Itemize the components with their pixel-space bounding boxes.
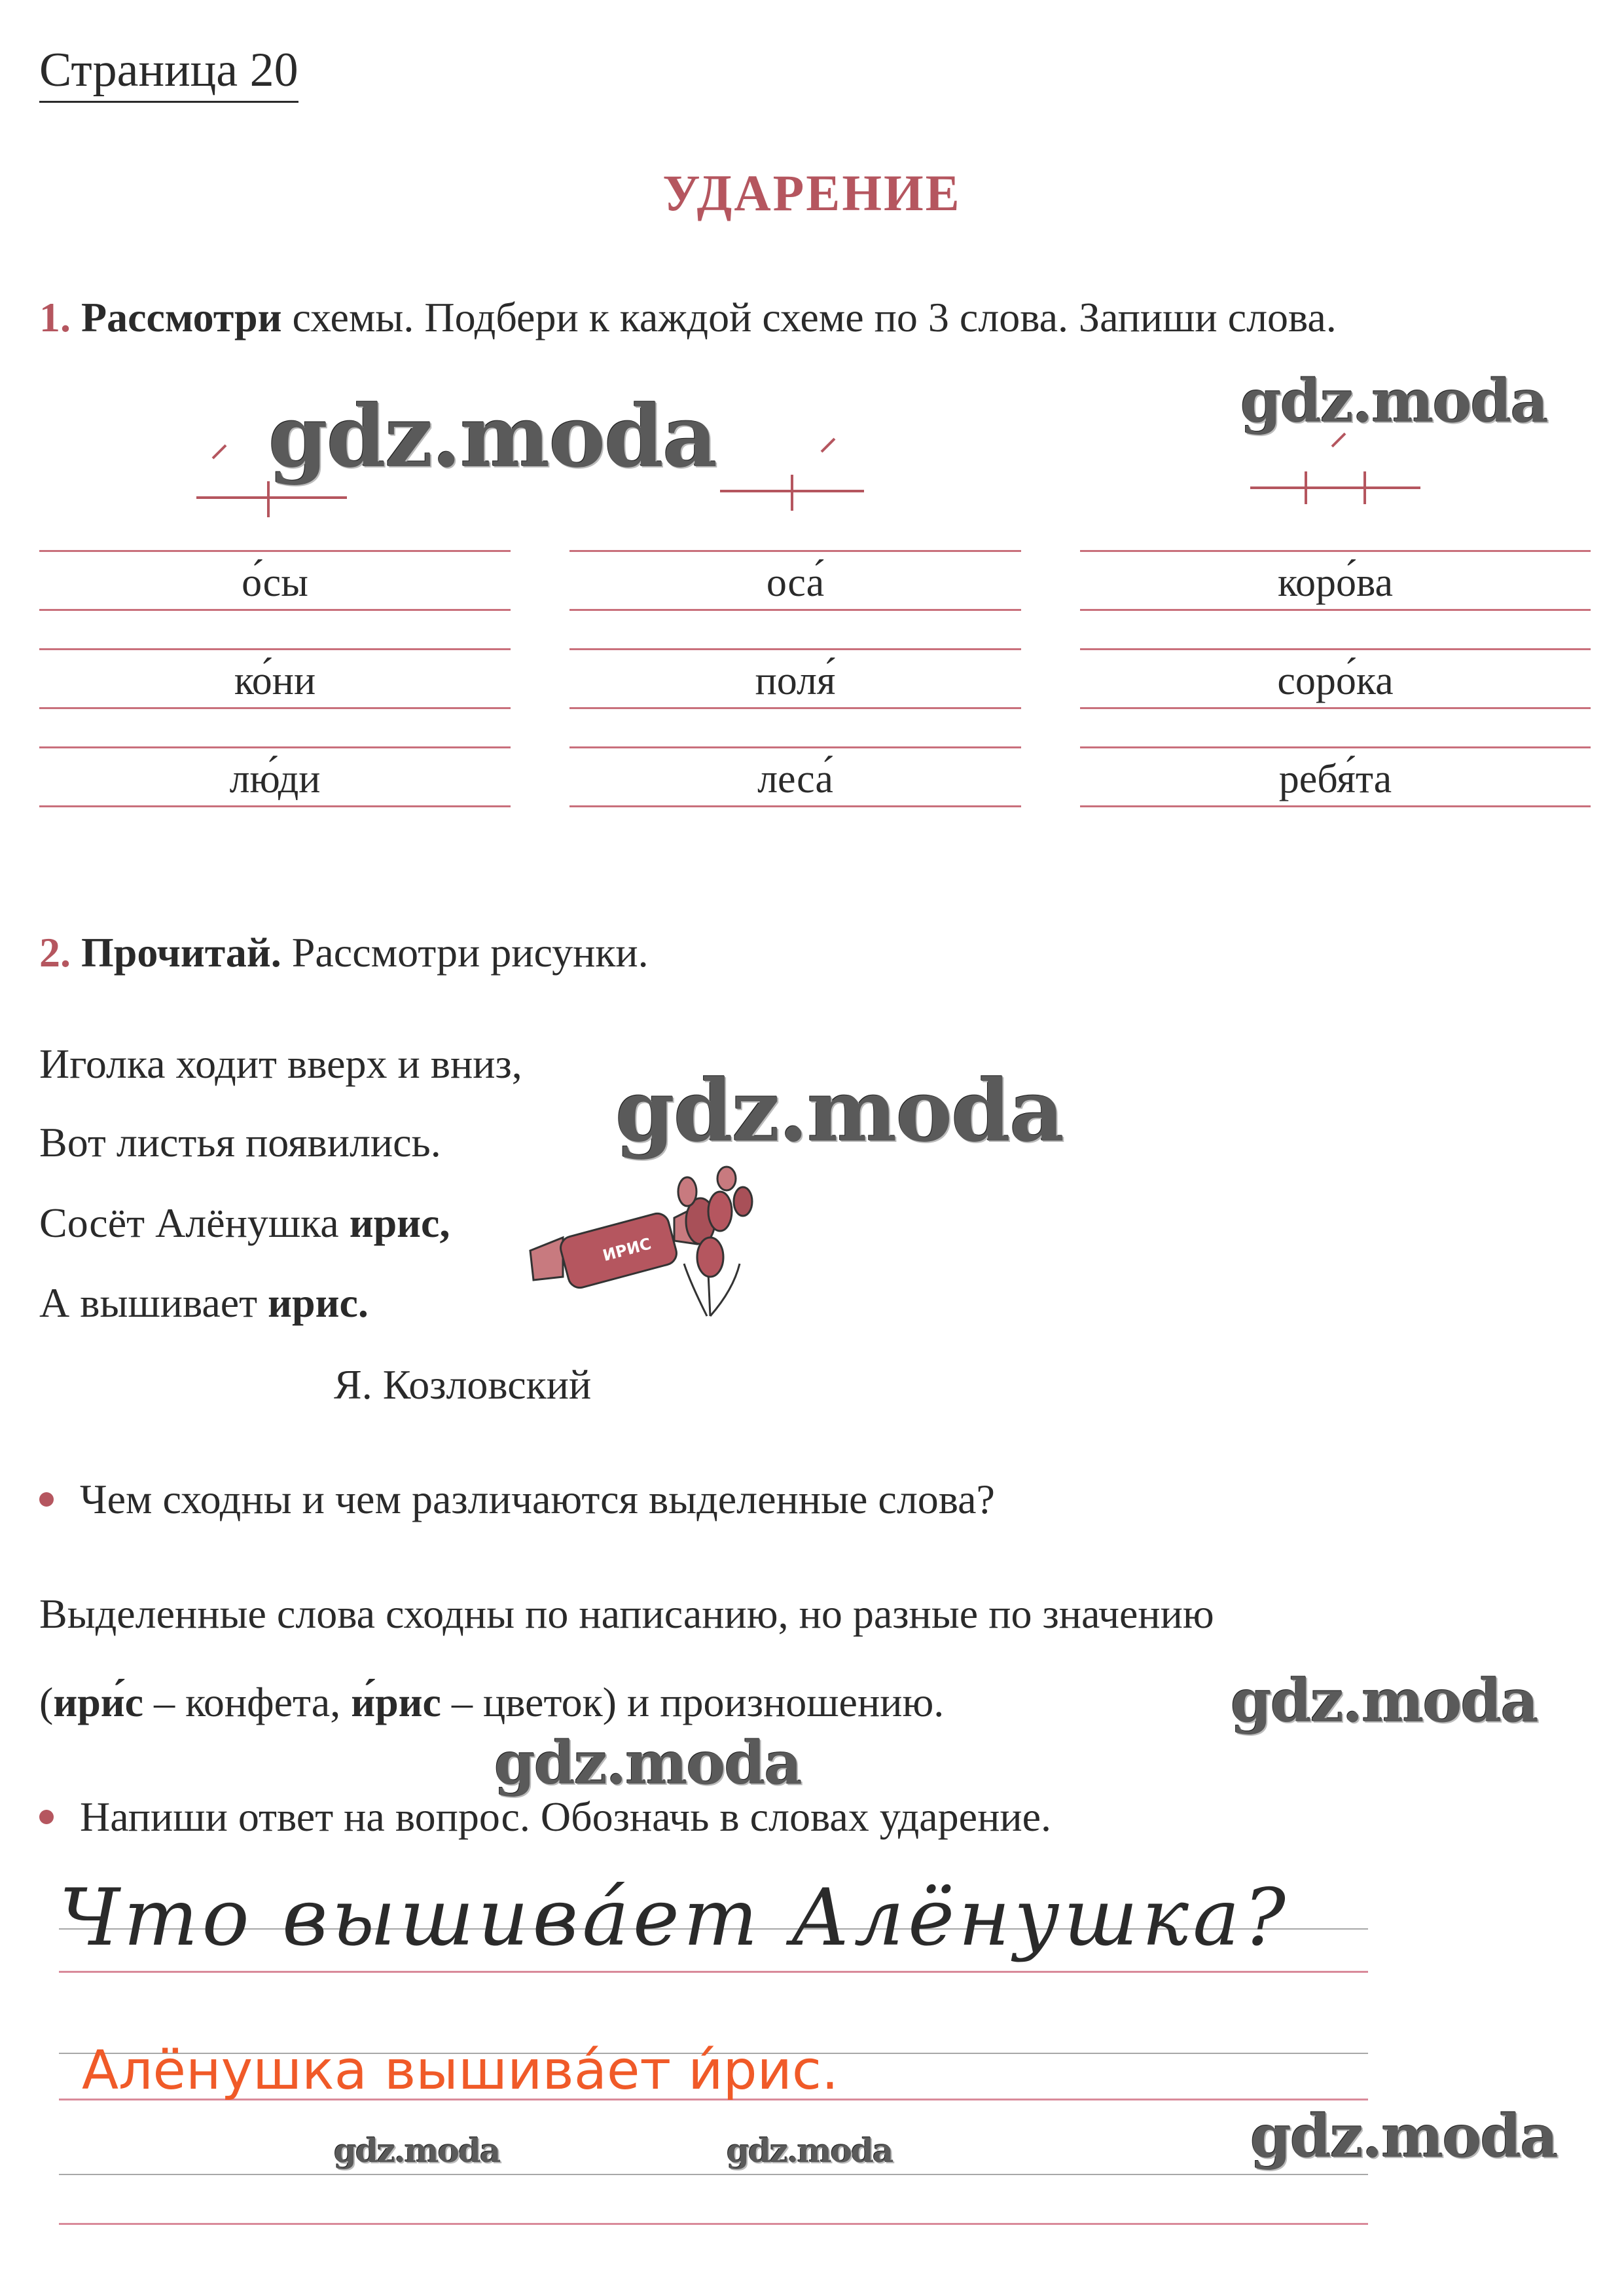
word-2-1: оса́: [766, 560, 825, 605]
watermark: gdz.moda: [1231, 1666, 1538, 1736]
watermark: gdz.moda: [494, 1729, 801, 1798]
candy-iris-illustration: [524, 1165, 799, 1323]
watermark: gdz.moda: [1250, 2102, 1557, 2171]
page-title: УДАРЕНИЕ: [662, 164, 962, 221]
page-number: Страница 20: [39, 41, 298, 103]
scheme-3: [1250, 433, 1420, 504]
word-2-3: леса́: [757, 757, 833, 801]
word-3-1: коро́ва: [1278, 560, 1393, 605]
word-3-2: соро́ка: [1277, 659, 1394, 703]
word-1-1: о́сы: [242, 560, 308, 605]
watermark: gdz.moda: [268, 386, 717, 486]
task-1-verb: Рассмотри: [81, 294, 282, 340]
poem-line-2: Вот листья появились.: [39, 1119, 441, 1165]
task-1-text: схемы. Подбери к каждой схеме по 3 слова. Запиши слова.: [281, 294, 1337, 340]
candy-label: ИРИС: [600, 1234, 653, 1265]
question-1: Чем сходны и чем различаются выделенные слова?: [39, 1473, 995, 1526]
poem-line-3: Сосёт Алёнушка ирис,: [39, 1200, 450, 1246]
bullet-icon: [39, 1492, 54, 1507]
task-2-verb: Прочитай.: [81, 929, 281, 976]
word-1-2: ко́ни: [234, 659, 316, 703]
word-1-3: лю́ди: [229, 757, 321, 801]
poem-author: Я. Козловский: [334, 1361, 592, 1408]
word-2-2: поля́: [755, 659, 836, 703]
bullet-icon: [39, 1810, 54, 1824]
poem-line-4: А вышивает ирис.: [39, 1279, 369, 1326]
watermark: gdz.moda: [334, 2131, 500, 2170]
handwritten-question: Что вышива́ет Алёнушка?: [59, 1873, 1290, 1964]
task-1-number: 1.: [39, 294, 71, 340]
task-2-text: Рассмотри рисунки.: [281, 929, 649, 976]
word-3-3: ребя́та: [1278, 757, 1392, 801]
watermark: gdz.moda: [1240, 367, 1547, 436]
task-1-instruction: [39, 291, 1337, 344]
task-2-number: 2.: [39, 929, 71, 976]
poem-line-1: Иголка ходит вверх и вниз,: [39, 1040, 522, 1087]
watermark: gdz.moda: [615, 1061, 1064, 1161]
question-2: Напиши ответ на вопрос. Обозначь в словах ударение.: [39, 1791, 1051, 1843]
task-2-instruction: [39, 926, 649, 979]
scheme-2: [720, 439, 864, 511]
typed-answer: Алёнушка вышива́ет и́рис.: [82, 2040, 839, 2102]
watermark: gdz.moda: [727, 2131, 893, 2170]
candy-icon: [530, 1205, 700, 1291]
answer-1-line-1: Выделенные слова сходны по написанию, но разные по значению: [39, 1590, 1214, 1637]
answer-1-line-2: (ири́с – конфета, и́рис – цветок) и произношению.: [39, 1679, 945, 1725]
